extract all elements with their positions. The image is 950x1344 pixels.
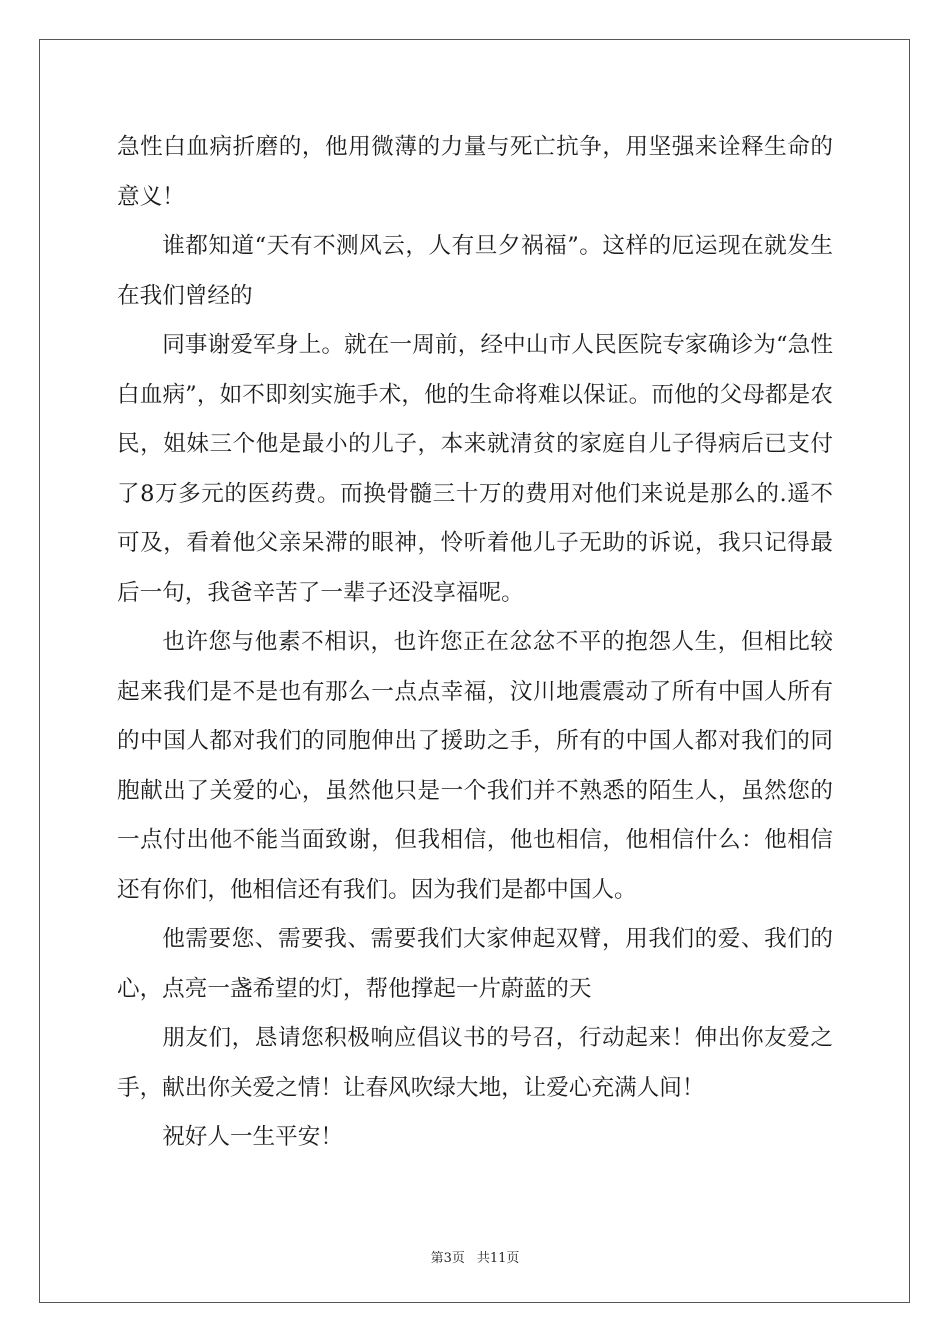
document-body xyxy=(117,123,833,1163)
paragraph-5: 他需要您、需要我、需要我们大家伸起双臂，用我们的爱、我们的心，点亮一盏希望的灯，帮他撑起一片蔚蓝的天 xyxy=(117,926,833,1002)
page-total: 共11页 xyxy=(476,1251,520,1266)
page-number: 第3页 xyxy=(430,1251,465,1266)
paragraph-6: 朋友们，恳请您积极响应倡议书的号召，行动起来！伸出你友爱之手，献出你关爱之情！让春风吹绿大地，让爱心充满人间！ xyxy=(117,1025,833,1101)
paragraph-1: 急性白血病折磨的，他用微薄的力量与死亡抗争，用坚强来诠释生命的意义！ xyxy=(117,134,833,210)
page-footer xyxy=(0,1247,950,1266)
paragraph-7: 祝好人一生平安！ xyxy=(162,1124,343,1150)
paragraph-3: 同事谢爱军身上。就在一周前，经中山市人民医院专家确诊为“急性白血病”，如不即刻实施手术，他的生命将难以保证。而他的父母都是农民，姐妹三个他是最小的儿子，本来就清贫的家庭自儿子得病后已支付了8万多元的医药费。而换骨髓三十万的费用对他们来说是那么的.遥不可及，看着他父亲呆滞的眼神，怜听着他儿子无助的诉说，我只记得最后一句，我爸辛苦了一辈子还没享福呢。 xyxy=(117,332,833,606)
paragraph-4: 也许您与他素不相识，也许您正在忿忿不平的抱怨人生，但相比较起来我们是不是也有那么一点点幸福，汶川地震震动了所有中国人所有的中国人都对我们的同胞伸出了援助之手，所有的中国人都对我们的同胞献出了关爱的心，虽然他只是一个我们并不熟悉的陌生人，虽然您的一点付出他不能当面致谢，但我相信，他也相信，他相信什么：他相信还有你们，他相信还有我们。因为我们是都中国人。 xyxy=(117,629,833,903)
paragraph-2: 谁都知道“天有不测风云，人有旦夕祸福”。这样的厄运现在就发生在我们曾经的 xyxy=(117,233,833,309)
